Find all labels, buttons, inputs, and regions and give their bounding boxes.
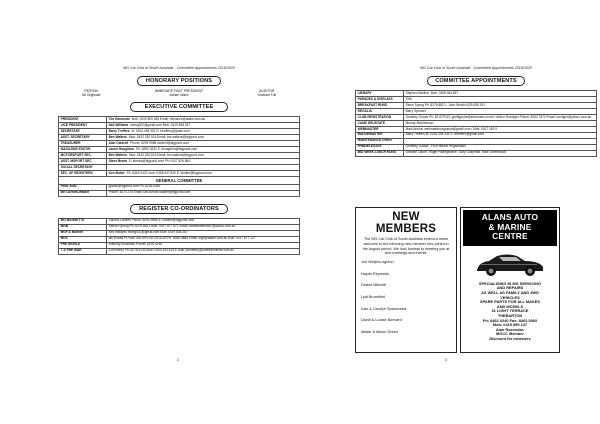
member-name: Barry Treffers: [108, 128, 130, 133]
member-name: Steve Beara: [108, 158, 127, 163]
member-name: Tim Edmonds: [108, 117, 130, 121]
register-contact: Anthony Ruwolsen Phone: 8276 4292: [107, 242, 300, 248]
role-cell: VICE PRESIDENT: [59, 123, 107, 129]
advert-line: SPARE PARTS FOR ALL MAKES: [480, 299, 540, 305]
member-name: Ian Curnow-Walker: [59, 190, 107, 196]
register-name: PRE WORLD: [59, 242, 107, 248]
new-member-name: Lydi Brumfield: [361, 294, 385, 299]
role-cell: MAGAZINE EDITOR: [59, 147, 107, 153]
member-contact: Phone: 8294 9988 cantrell@bigpond.com: [130, 140, 189, 145]
register-row: [59, 248, 300, 254]
register-name: MGF & Modern: [59, 230, 107, 236]
member-contact: nwmg002@gmail.com Mob: 0419 838 267: [130, 122, 191, 127]
member-name: Ben Walters: [108, 152, 127, 157]
appointment-contact: Geoffrey Goode - Fed Historic Registration: [404, 144, 597, 150]
alans-auto-advert: [460, 207, 560, 353]
auditor-name: Graham Tull: [257, 93, 276, 98]
committee-appointments-title: COMMITTEE APPOINTMENTS: [427, 76, 525, 86]
new-members-title: NEW MEMBERS: [375, 211, 437, 235]
mg-car-image: [473, 249, 547, 279]
register-name: MG MAGNETTE: [59, 218, 107, 224]
appointment-role: MAINTENANCE Officer: [356, 138, 404, 144]
register-name: MGC: [59, 236, 107, 242]
appointment-role: MID WEEK LUNCH RUNS: [356, 150, 404, 156]
member-contact: E: sbeara@bigpond.com Ph: 0417 826 864: [128, 158, 191, 163]
role-cell: ASST. MSPORT SEC.: [59, 159, 107, 165]
appointment-contact: Stephen Marlton, Mob: 0499 464 857: [404, 91, 597, 97]
advert-line: MGCC Member: [496, 331, 524, 337]
left-page: [58, 66, 300, 366]
advert-line: AND MODELS: [496, 303, 524, 309]
role-cell: PRESIDENT: [59, 117, 107, 123]
register-name: MGB: [59, 224, 107, 230]
advert-line: SPECIALISING IN MG SERVICING: [478, 280, 542, 286]
role-cell: SEC. OF REGISTERS: [59, 171, 107, 177]
appointment-contact: Steve Spong Ph: 8276 8813 - John Worth 0429 408 191: [404, 102, 597, 108]
member-name: Alan Cantrell: [108, 140, 129, 145]
new-member-name: Haydn Reynolds: [361, 271, 389, 276]
member-name: Ken Butler: [108, 170, 125, 175]
appointment-role: BADGEMASTER: [356, 132, 404, 138]
appointment-contact: TBA: [404, 96, 597, 102]
appointment-role: BREAKFAST RUNS: [356, 102, 404, 108]
register-contact: Steven Spong Ph: 8276 8813 Mob: 0417 877 871 Email: barbandsteve62@yahoo.com.au: [107, 224, 300, 230]
appointment-role: PARADES & DISPLAYS: [356, 96, 404, 102]
advert-title-line: & MARINE: [488, 221, 532, 232]
appointment-role: CLUB REGISTRATION: [356, 114, 404, 120]
advert-line: AS WELL AS FAMILY AND 4WD: [481, 289, 539, 295]
advert-line: AND REPAIRS: [496, 285, 524, 291]
appointment-contact: Geoffrey Goode Ph: 82 679743, geoffgoode@internode.on.net / Arthur Ruediger Phone: 8262 7870 Email: ruediger@yahoo.com.au: [404, 114, 597, 120]
new-members-list: [361, 260, 451, 334]
new-member-name: Joh Weijers-oghton: [361, 260, 394, 265]
past-president-block: [155, 89, 203, 97]
new-member-name: David & Louise Bunvard: [361, 318, 402, 323]
advert-line: Alan Rosendar,: [495, 326, 525, 332]
register-coordinators-title: REGISTER CO-ORDINATORS: [130, 204, 228, 214]
auditor-block: [258, 89, 276, 97]
patron-title: PATRON: [84, 89, 98, 93]
appointment-contact: Mark Anelun webmaster.mgcarsa@gmail.com / Mob: 0417 062 0: [404, 126, 597, 132]
general-committee-row: [59, 190, 300, 196]
general-committee-title: GENERAL COMMITTEE: [59, 177, 300, 185]
appointment-role: REGALIA: [356, 108, 404, 114]
honorary-positions-title: HONORARY POSITIONS: [137, 76, 221, 86]
past-president-name: Adrian Ward: [169, 93, 189, 98]
role-cell: TREASURER: [59, 141, 107, 147]
appointment-role: WEBMASTER: [356, 126, 404, 132]
page-number: 2: [176, 357, 180, 362]
advert-line: THEBARTON: [497, 312, 523, 318]
advert-text: [463, 282, 557, 342]
advert-line: 31 LIGHT TERRACE: [491, 308, 529, 314]
patrons-row: [58, 86, 300, 97]
new-members-box: [355, 207, 457, 353]
advert-line: Discount for members: [489, 335, 531, 341]
member-name: Laurie Houghton: [108, 146, 135, 151]
member-contact: Ph: 8369 0421 mob: 0408 047 840 E: kbutler@bigpond.com: [126, 170, 212, 175]
member-name: Neil Williams: [108, 122, 129, 127]
advert-title-box: [463, 210, 557, 246]
member-contact: pjauld@bigpond.com Ph: 8234 6469: [107, 184, 300, 190]
register-contact: Neil Williams nwmg002@gmail.com Mob: 0419 838 267: [107, 230, 300, 236]
register-contact: Sandra Cantrell Phone: 8294 9988 E: cantrell@bigpond.com: [107, 218, 300, 224]
appointment-role: LIBRARY: [356, 91, 404, 97]
role-cell: SOCIAL SECRETARY: [59, 165, 107, 171]
appointment-row: [356, 150, 597, 156]
member-name: Peter Auld: [59, 184, 107, 190]
member-contact: Mob: 0432 252 516 Email: bm.walters@bigpond.com: [128, 152, 204, 157]
patron-name: Nil Originals: [82, 93, 101, 98]
new-member-name: Ivan & Carolyn Spanovskis: [361, 306, 407, 311]
register-coordinators-table: [58, 218, 300, 255]
committee-appointments-table: [355, 90, 597, 157]
appointment-contact: Murray Stephenson: [404, 120, 597, 126]
page-header: MG Car Club of South Australia - Committee Appointments 2019/2020: [123, 66, 235, 70]
patron-block: [82, 89, 100, 97]
advert-line: Mob: 0419 859 147: [492, 322, 528, 328]
appointment-role: CAMS DELEGATE: [356, 120, 404, 126]
advert-line: Ph: 8462 0240 Fax: 8463 9360: [482, 317, 538, 323]
right-page: [355, 66, 597, 366]
new-member-name: Deane Mitchell: [361, 283, 387, 288]
role-cell: SECRETARY: [59, 129, 107, 135]
auditor-title: AUDITOR: [259, 89, 275, 93]
member-contact: Phone: 8274 276 Email: ian.curnow.walker@bigpond.com: [107, 190, 300, 196]
member-contact: Mob: 0419 805 465 Email: mfinance@adam.com.au: [131, 117, 206, 121]
role-cell: ASST. SECRETARY: [59, 135, 107, 141]
appointment-contact: Barry Spencer: [404, 108, 597, 114]
executive-committee-title: EXECUTIVE COMMITTEE: [130, 102, 228, 112]
member-contact: Ph: 8390 0932 E: lhoughton@bigpond.com: [136, 146, 198, 151]
advert-title-line: ALANS AUTO: [481, 212, 539, 222]
page-number: 3: [444, 357, 447, 362]
executive-committee-table: [58, 116, 300, 196]
member-contact: M: 0434 495 331 E: btreffers@gmail.com: [131, 128, 190, 133]
appointment-contact: Barry Treffers M: 0434 495 331 E: btreffers@gmail.com: [404, 132, 597, 138]
register-contact: John Berry Ph: 8278 5133 Mob: 0403 343 434 E-mail: johnberry@subtleeceleste.com.au: [107, 248, 300, 254]
advert-line: VEHICLES: [500, 294, 520, 300]
new-member-name: Alister & Alison Green: [361, 329, 398, 334]
member-name: Ben Walters: [108, 134, 127, 139]
register-contact: Ian Hobbs PO Box 426 MYLOR SA 5153 Ph: 8388 5888 Email: mgc@adam.com.au Mob: 0417 877 127: [107, 236, 300, 242]
member-contact: Mob: 0432 252 516 Email: bm.walters@bigpond.com: [128, 134, 204, 139]
page-header: MG Car Club of South Australia - Committee Appointments 2019/2020: [420, 66, 532, 70]
appointment-role: FHMDELEGATE: [356, 144, 404, 150]
general-committee-heading-row: [59, 177, 300, 185]
role-cell: MOTORSPORT SEC.: [59, 153, 107, 159]
advert-title-line: CENTRE: [492, 231, 528, 242]
past-president-title: IMMEDIATE PAST PRESIDENT: [154, 89, 204, 93]
register-name: T & PRE WAR: [59, 248, 107, 254]
appointment-contact: Graham Laurie, Roger Pallingbrame, Gary Chapman, Mike Greenwood: [404, 150, 597, 156]
right-bottom-section: [355, 207, 597, 353]
new-members-intro: The MG Car Club of South Australia extend a warm welcome to the following new member who joined in the August period. We look forward to meeting you at club meetings and events.: [362, 237, 450, 256]
